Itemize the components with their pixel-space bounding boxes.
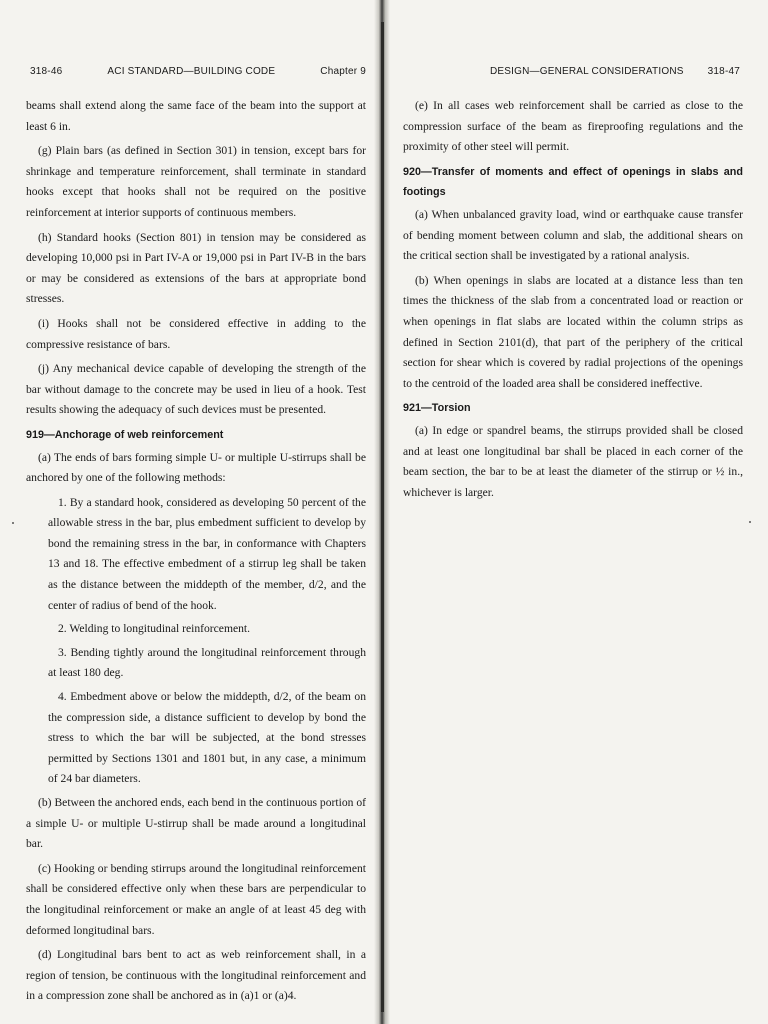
method-item-3: 3. Bending tightly around the longitudinal reinforcement through at least 180 deg. — [48, 645, 366, 680]
method-item-4: 4. Embedment above or below the middepth, d/2, of the beam on the compression side, a distance sufficient to develop by bond the stress to which the bar will be subjected, at the bond stresses permitted by Sections 1301 and 1801 but, in any case, a minimum of 24 bar diameters. — [48, 690, 366, 786]
paragraph-919-c: (c) Hooking or bending stirrups around the longitudinal reinforcement shall be considered effective only when these bars are perpendicular to the longitudinal reinforcement or make an angle of at least 45 deg with deformed longitudinal bars. — [26, 861, 366, 937]
paragraph-921-a: (a) In edge or spandrel beams, the stirrups provided shall be closed and at least one longitudinal bar shall be placed in each corner of the beam section, the bar to be at least the diameter of the stirrup or ½ in., whichever is larger. — [403, 423, 743, 499]
paragraph-g: (g) Plain bars (as defined in Section 301) in tension, except bars for shrinkage and temperature reinforcement, shall terminate in standard hooks except that hooks shall not be required on the positive reinforcement at interior supports of continuous members. — [26, 144, 366, 219]
page-speck — [12, 522, 14, 524]
paragraph-919-b: (b) Between the anchored ends, each bend in the continuous portion of a simple U- or multiple U-stirrup shall be made around a longitudinal bar. — [26, 796, 366, 851]
paragraph-i: (i) Hooks shall not be considered effective in adding to the compressive resistance of bars. — [26, 316, 366, 351]
paragraph-j: (j) Any mechanical device capable of developing the strength of the bar without damage to the concrete may be used in lieu of a hook. Test results showing the adequacy of such devices must be presented. — [26, 362, 366, 417]
binding-shadow — [381, 22, 384, 1012]
method-item-2: 2. Welding to longitudinal reinforcement. — [58, 622, 251, 636]
right-page-header — [490, 66, 740, 77]
continuation-text: beams shall extend along the same face of the beam into the support at least 6 in. — [26, 99, 366, 133]
paragraph-919-e: (e) In all cases web reinforcement shall be carried as close to the compression surface of the beam as fireproofing regulations and the proximity of other steel will permit. — [403, 99, 743, 154]
right-page-number: 318-47 — [707, 66, 740, 77]
right-column — [403, 96, 743, 507]
right-running-title: DESIGN—GENERAL CONSIDERATIONS — [490, 66, 684, 77]
method-item-1: 1. By a standard hook, considered as developing 50 percent of the allowable stress in the bar, plus embedment sufficient to develop by bond the remaining stress in the bar, in conformance with Chapters 13 and 18. The effective embedment of a stirrup leg shall be taken as the distance between the middepth of the member, d/2, and the center of radius of bend of the hook. — [48, 495, 366, 612]
paragraph-919-d: (d) Longitudinal bars bent to act as web reinforcement shall, in a region of tension, be continuous with the longitudinal reinforcement and in a compression zone shall be anchored as in (a)1 or (a)4. — [26, 948, 366, 1003]
left-running-title: ACI STANDARD—BUILDING CODE — [107, 66, 276, 77]
section-heading-920: 920—Transfer of moments and effect of openings in slabs and footings — [403, 165, 743, 199]
page-speck — [749, 521, 751, 523]
paragraph-h: (h) Standard hooks (Section 801) in tension may be considered as developing 10,000 psi in Part IV-A or 19,000 psi in Part IV-B in the bars or may be considered as extensions of the bars at appropriate bond stresses. — [26, 230, 366, 306]
left-page-header — [30, 66, 366, 77]
section-heading-921: 921—Torsion — [403, 402, 471, 415]
paragraph-920-b: (b) When openings in slabs are located at a distance less than ten times the thickness of the slab from a concentrated load or reaction or when openings in flat slabs are located within the column strips as defined in Section 2101(d), that part of the periphery of the critical section for shear which is covered by radial projections of the openings to the centroid of the loaded area shall be considered ineffective. — [403, 273, 743, 390]
paragraph-920-a: (a) When unbalanced gravity load, wind or earthquake cause transfer of bending moment between column and slab, the additional shears on the critical section shall be investigated by a rational analysis. — [403, 207, 743, 263]
left-page-number: 318-46 — [30, 66, 63, 77]
paragraph-919-a: (a) The ends of bars forming simple U- or multiple U-stirrups shall be anchored by one of the following methods: — [26, 450, 366, 485]
section-heading-919: 919—Anchorage of web reinforcement — [26, 428, 224, 441]
chapter-label: Chapter 9 — [320, 66, 366, 77]
left-column — [26, 96, 366, 1011]
